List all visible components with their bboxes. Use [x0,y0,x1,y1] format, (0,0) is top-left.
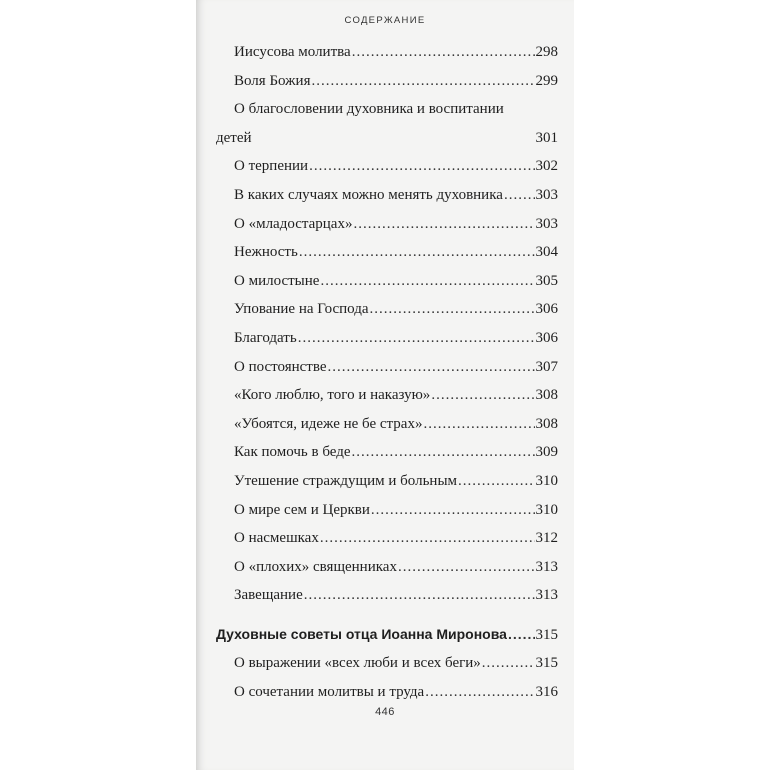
dot-leader [320,524,535,553]
toc-entry-page: 313 [535,587,558,604]
toc-entry-title: Иисусова молитва [234,44,351,60]
toc-entry [216,581,558,610]
toc-entry-title: Как помочь в беде [234,444,351,461]
toc-entry-title: Нежность [234,244,298,261]
toc-entry-page: 310 [535,501,558,518]
toc-entry [216,553,558,582]
toc-entry [216,467,558,496]
toc-entry [216,438,558,467]
toc-entry-page: 306 [535,301,558,318]
dot-leader [458,467,534,496]
toc-entry [216,324,558,353]
toc-entry [216,67,558,96]
toc-entry [216,238,558,267]
toc-section-title: Духовные советы отца Иоанна Миронова [216,625,507,642]
toc-entry-multiline [216,95,558,152]
toc-entry-page: 307 [535,358,558,375]
dot-leader [352,438,535,467]
toc-entry-title: О терпении [234,158,309,175]
toc-entry-page: 303 [535,186,558,203]
toc-entry-title: О милостыне [234,272,320,289]
dot-leader [423,410,534,439]
toc-entry-page: 310 [535,472,558,489]
dot-leader [398,553,535,582]
toc-entry-page: 302 [535,158,558,175]
toc-entry-title: О постоянстве [234,358,327,375]
dot-leader [320,267,534,296]
toc-entry-title: Благодать [234,329,297,346]
toc-entry-page: 308 [535,415,558,432]
dot-leader [299,238,535,267]
toc-entry [216,152,558,181]
toc-entry-title-line1: О благословении духовника и воспитании [234,101,504,118]
toc-entry-page: 301 [535,129,558,146]
toc-entry-title: «Убоятся, идеже не бе страх» [234,415,423,432]
page-number: 446 [375,706,395,718]
dot-leader [298,324,535,353]
dot-leader [370,295,535,324]
toc-entry-title: В каких случаях можно менять духовника [234,186,503,203]
toc-section-heading [216,620,558,650]
dot-leader [371,496,535,525]
toc-entry-page: 315 [535,655,558,672]
toc-entry [216,524,558,553]
dot-leader [309,152,534,181]
table-of-contents [216,38,558,707]
toc-entry-title: О сочетании молитвы и труда [234,684,425,701]
dot-leader [311,67,534,96]
toc-entry-title: Воля Божия [234,72,311,89]
toc-entry-page: 313 [535,558,558,575]
toc-entry-title: Упование на Господа [234,301,369,318]
toc-entry-page: 305 [535,272,558,289]
toc-entry-page: 308 [535,387,558,404]
dot-leader [352,38,535,67]
toc-entry-title: Утешение страждущим и больным [234,472,458,489]
toc-entry [216,649,558,678]
toc-entry [216,210,558,239]
dot-leader [328,353,535,382]
running-header: СОДЕРЖАНИЕ [344,15,426,26]
toc-entry [216,353,558,382]
toc-entry [216,410,558,439]
toc-entry-page: 309 [535,444,558,461]
dot-leader [304,581,535,610]
toc-entry-title: О «младостарцах» [234,215,353,232]
toc-entry-title: О «плохих» священниках [234,558,397,575]
toc-entry [216,295,558,324]
toc-entry-page: 304 [535,244,558,261]
toc-entry-title: О выражении «всех люби и всех беги» [234,655,481,672]
toc-entry-page: 312 [535,530,558,547]
toc-entry-page: 303 [535,215,558,232]
dot-leader [425,678,534,707]
toc-entry-page: 299 [535,72,558,89]
toc-entry [216,381,558,410]
toc-entry-title: Завещание [234,587,303,604]
toc-entry [216,678,558,707]
dot-leader [504,181,535,210]
dot-leader [482,649,535,678]
toc-entry-title-line2: детей [216,129,252,146]
toc-entry-page: 298 [535,44,558,60]
toc-entry [216,38,558,67]
book-page [196,0,574,770]
toc-entry-page: 316 [535,684,558,701]
toc-entry [216,181,558,210]
toc-entry-title: О насмешках [234,530,319,547]
toc-entry-title: О мире сем и Церкви [234,501,370,518]
toc-entry-title: «Кого люблю, того и наказую» [234,387,431,404]
dot-leader [508,620,535,649]
toc-entry [216,496,558,525]
dot-leader [431,381,534,410]
toc-entry-page: 306 [535,329,558,346]
toc-entry [216,267,558,296]
toc-section-page: 315 [535,626,558,643]
dot-leader [353,210,534,239]
